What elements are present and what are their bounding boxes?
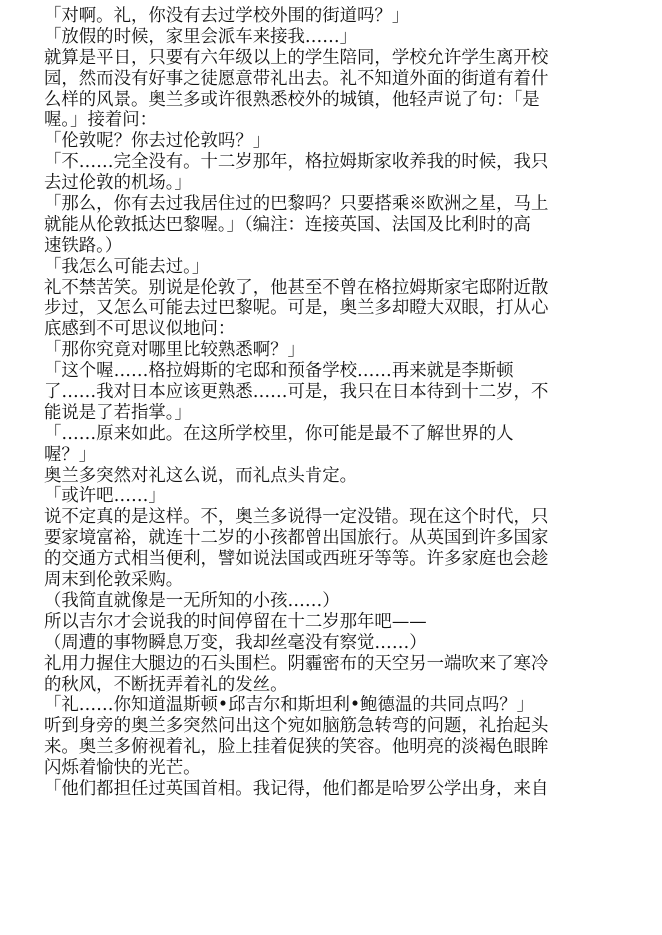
text-line: 所以吉尔才会说我的时间停留在十二岁那年吧—— — [44, 611, 427, 632]
text-line: 「他们都担任过英国首相。我记得，他们都是哈罗公学出身，来自 — [44, 778, 549, 799]
text-line: （周遭的事物瞬息万变，我却丝毫没有察觉……） — [44, 632, 427, 653]
text-line: 奥兰多突然对礼这么说，而礼点头肯定。 — [44, 465, 358, 486]
text-line: 礼用力握住大腿边的石头围栏。阴霾密布的天空另一端吹来了寒冷 — [44, 653, 549, 674]
body-text — [44, 6, 624, 800]
text-line: 说不定真的是这样。不，奥兰多说得一定没错。现在这个时代，只 — [44, 507, 549, 528]
text-line: 周末到伦敦采购。 — [44, 570, 184, 591]
text-line: 来。奥兰多俯视着礼，脸上挂着促狭的笑容。他明亮的淡褐色眼眸 — [44, 737, 549, 758]
text-line: 就能从伦敦抵达巴黎喔。」（编注：连接英国、法国及比利时的高 — [44, 214, 531, 235]
text-line: 去过伦敦的机场。」 — [44, 173, 192, 194]
text-line: 「那你究竟对哪里比较熟悉啊？」 — [44, 340, 305, 361]
text-line: 喔？」 — [44, 444, 97, 465]
text-line: 速铁路。） — [44, 235, 123, 256]
text-line: 了……我对日本应该更熟悉……可是，我只在日本待到十二岁，不 — [44, 382, 549, 403]
text-line: 「伦敦呢？你去过伦敦吗？」 — [44, 131, 271, 152]
text-line: 喔。」接着问： — [44, 110, 158, 131]
text-line: 要家境富裕，就连十二岁的小孩都曾出国旅行。从英国到许多国家 — [44, 528, 549, 549]
text-line: 听到身旁的奥兰多突然问出这个宛如脑筋急转弯的问题，礼抬起头 — [44, 716, 549, 737]
text-line: 「对啊。礼，你没有去过学校外围的街道吗？」 — [44, 6, 410, 26]
text-line: 「我怎么可能去过。」 — [44, 256, 210, 277]
text-line: 园，然而没有好事之徒愿意带礼出去。礼不知道外面的街道有着什 — [44, 68, 549, 89]
text-line: 「礼……你知道温斯顿•邱吉尔和斯坦利•鲍德温的共同点吗？」 — [44, 695, 535, 716]
text-line: 「放假的时候，家里会派车来接我……」 — [44, 26, 358, 47]
text-line: 闪烁着愉快的光芒。 — [44, 758, 201, 779]
text-line: 步过，又怎么可能去过巴黎呢。可是，奥兰多却瞪大双眼，打从心 — [44, 298, 549, 319]
text-line: 「那么，你有去过我居住过的巴黎吗？只要搭乘※欧洲之星，马上 — [44, 194, 549, 215]
text-line: 么样的风景。奥兰多或许很熟悉校外的城镇，他轻声说了句：「是 — [44, 89, 540, 110]
text-line: （我简直就像是一无所知的小孩……） — [44, 590, 340, 611]
text-line: 礼不禁苦笑。别说是伦敦了，他甚至不曾在格拉姆斯家宅邸附近散 — [44, 277, 549, 298]
text-line: 「不……完全没有。十二岁那年，格拉姆斯家收养我的时候，我只 — [44, 152, 549, 173]
text-line: 「或许吧……」 — [44, 486, 166, 507]
text-line: 底感到不可思议似地问： — [44, 319, 236, 340]
text-line: 就算是平日，只要有六年级以上的学生陪同，学校允许学生离开校 — [44, 47, 549, 68]
text-line: 的交通方式相当便利，譬如说法国或西班牙等等。许多家庭也会趁 — [44, 549, 549, 570]
text-line: 能说是了若指掌。」 — [44, 402, 192, 423]
text-line: 「……原来如此。在这所学校里，你可能是最不了解世界的人 — [44, 423, 514, 444]
text-line: 「这个喔……格拉姆斯的宅邸和预备学校……再来就是李斯顿 — [44, 361, 514, 382]
text-line: 的秋风，不断抚弄着礼的发丝。 — [44, 674, 288, 695]
